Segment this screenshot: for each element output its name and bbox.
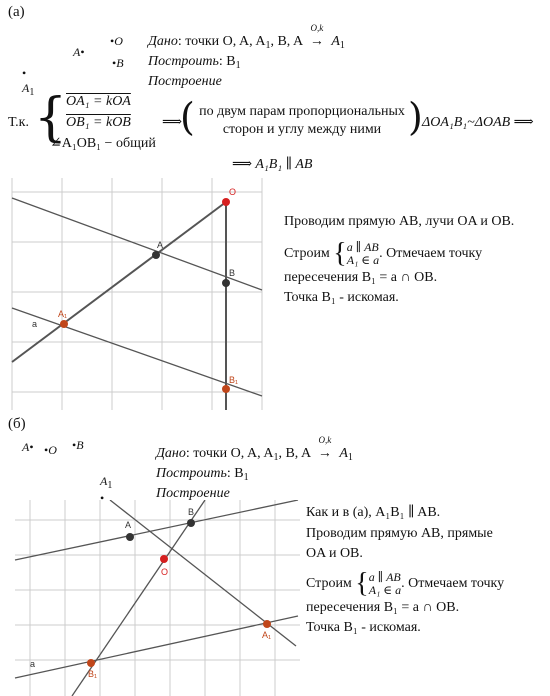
label-line-a: a — [32, 319, 38, 329]
step-b-3: OA и OB. — [306, 546, 363, 561]
point-a1-b — [263, 620, 271, 628]
step-b-6: Точка B₁ - искомая. — [306, 620, 421, 635]
legend-point-o: •O — [110, 34, 123, 48]
conclusion: ⟹ A₁B₁ ∥ AB — [232, 157, 313, 172]
label-o: O — [229, 187, 237, 197]
similarity-statement: ΔOA₁B₁~ΔOAB ⟹ — [422, 115, 534, 130]
legend-point-b: •B — [112, 56, 124, 70]
reason-line-1: по двум парам пропорциональных — [199, 104, 405, 119]
construction-heading-a: Построение — [148, 74, 222, 89]
label-a1-b: A₁ — [262, 630, 272, 640]
label-b: B — [229, 268, 236, 278]
step-b-1: Как и в (а), A₁B₁ ∥ AB. — [306, 505, 441, 520]
step-b-4: Строим {a ∥ AB A₁ ∈ a. Отмечаем точку — [306, 568, 505, 599]
right-paren: ) — [408, 95, 423, 139]
reason-line-2: сторон и углу между ними — [222, 122, 382, 137]
point-b1 — [222, 385, 230, 393]
label-a-b: A — [125, 520, 132, 530]
legend-b-point-o: •O — [44, 443, 57, 457]
label-b1-b: B₁ — [88, 669, 98, 679]
figure-b — [0, 500, 300, 696]
given-line-b: Дано: точки O, A, $A_1$, B, A O,k → $A_1$ — [156, 435, 353, 463]
implies-arrow: ⟹ — [162, 115, 183, 130]
legend-point-a1: • $A_1$ — [22, 66, 35, 98]
legend-point-a: A• — [73, 45, 85, 59]
point-a1 — [60, 320, 68, 328]
construct-line-b: Построить: $B_1$ — [156, 466, 249, 483]
point-a-b — [126, 533, 134, 541]
line-a — [12, 308, 262, 396]
figure-a — [0, 178, 270, 410]
step-a-4: Точка B₁ - искомая. — [284, 290, 399, 305]
left-paren: ( — [180, 95, 195, 139]
part-a-label: (а) — [8, 4, 25, 20]
condition-3: ∠A₁OB₁ − общий — [50, 136, 156, 151]
legend-b-point-a: A• — [22, 440, 34, 454]
given-line-a: Дано: точки O, A, $A_1$, B, A O,k → $A_1$ — [148, 23, 345, 51]
tk-label: Т.к. — [8, 115, 29, 130]
label-a1: A₁ — [58, 309, 68, 319]
condition-1: OA₁ = kOA — [66, 94, 131, 109]
step-a-1: Проводим прямую AB, лучи OA и OB. — [284, 214, 515, 229]
condition-2: OB₁ = kOB — [66, 115, 131, 130]
construct-line-a: Построить: $B_1$ — [148, 54, 241, 71]
ray-oa — [12, 202, 226, 362]
label-b1: B₁ — [229, 375, 239, 385]
legend-b-point-b: •B — [72, 438, 84, 452]
construction-heading-b: Построение — [156, 486, 230, 501]
point-o — [222, 198, 230, 206]
legend-b-point-a1: $A_1$ • — [100, 474, 113, 505]
label-b-b: B — [188, 507, 195, 517]
step-b-2: Проводим прямую AB, прямые — [306, 526, 493, 541]
step-b-5: пересечения B₁ = a ∩ OB. — [306, 600, 460, 615]
part-b-label: (б) — [8, 416, 26, 432]
point-b — [222, 279, 230, 287]
point-a — [152, 251, 160, 259]
line-ab-b — [15, 500, 298, 560]
left-brace: { — [34, 88, 68, 148]
point-b1-b — [87, 659, 95, 667]
label-a: A — [157, 240, 164, 250]
label-line-a-b: a — [30, 659, 36, 669]
step-a-2: Строим {a ∥ AB A₁ ∈ a. Отмечаем точку — [284, 238, 483, 269]
point-b-b — [187, 519, 195, 527]
label-o-b: O — [161, 567, 169, 577]
line-ab — [12, 198, 262, 290]
step-a-3: пересечения B₁ = a ∩ OB. — [284, 270, 438, 285]
point-o-b — [160, 555, 168, 563]
